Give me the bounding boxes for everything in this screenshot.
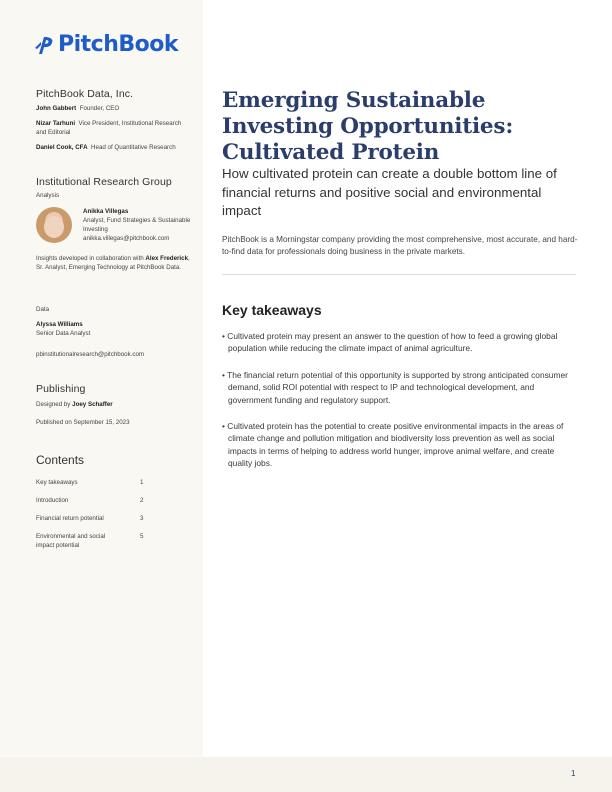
analyst-info xyxy=(83,207,191,243)
analyst-card xyxy=(36,207,191,243)
analyst-title: Analyst, Fund Strategies & Sustainable Investing xyxy=(83,217,191,233)
data-label: Data xyxy=(36,306,50,313)
toc-page: 3 xyxy=(140,515,144,522)
leader-role: Founder, CEO xyxy=(79,105,120,112)
analyst-name: Anikka Villegas xyxy=(83,208,129,215)
company-name: PitchBook Data, Inc. xyxy=(36,88,134,100)
data-analyst-name: Alyssa Williams xyxy=(36,321,83,328)
data-block xyxy=(36,305,191,359)
collaboration-note xyxy=(36,254,191,272)
toc-label: Financial return potential xyxy=(36,515,104,522)
page-number: 1 xyxy=(571,769,576,778)
leader-role: Vice President, Institutional Research and Editorial xyxy=(36,120,182,136)
intro-text: PitchBook is a Morningstar company providing the most comprehensive, most accurate, and hard-to-find data for professionals doing business in the private markets. xyxy=(222,235,578,257)
collab-prefix: Insights developed in collaboration with xyxy=(36,255,146,262)
report-title: Emerging Sustainable Investing Opportunities: Cultivated Protein xyxy=(222,88,514,165)
designer-name: Joey Schaffer xyxy=(72,401,113,408)
takeaway-item: • The financial return potential of this opportunity is supported by strong anticipated consumer demand, solid ROI potential with respect to IP and technological development, and government funding and regulatory support. xyxy=(222,369,578,406)
leader-name: Daniel Cook, CFA xyxy=(36,144,88,151)
analyst-email[interactable]: anikka.villegas@pitchbook.com xyxy=(83,235,170,242)
leader-name: John Gabbert xyxy=(36,105,77,112)
collab-suffix: , Sr. Analyst, Emerging Technology at PitchBook Data. xyxy=(36,255,190,271)
publishing-block xyxy=(36,383,191,427)
toc-page: 1 xyxy=(140,479,144,486)
research-group-block xyxy=(36,176,191,272)
key-takeaways-heading: Key takeaways xyxy=(222,302,322,318)
brand-name: PitchBook xyxy=(58,32,179,57)
pitchbook-logo-icon xyxy=(33,34,55,56)
company-block xyxy=(36,88,191,158)
published-date: Published on September 15, 2023 xyxy=(36,419,130,426)
designed-by xyxy=(36,400,191,409)
leader-role: Head of Quantitative Research xyxy=(91,144,176,151)
leader-1 xyxy=(36,104,191,113)
toc-item[interactable] xyxy=(36,496,160,505)
leader-name: Nizar Tarhuni xyxy=(36,120,76,127)
takeaway-item: • Cultivated protein has the potential to create positive environmental impacts in the areas of climate change and pollution mitigation and biodiversity loss prevention as well as social impacts in terms of helping to address world hunger, improve animal welfare, and create quality jobs. xyxy=(222,420,578,470)
divider xyxy=(222,274,576,275)
toc-page: 5 xyxy=(140,533,144,540)
key-takeaways-list xyxy=(222,330,578,484)
toc-label: Key takeaways xyxy=(36,479,78,486)
leader-3 xyxy=(36,143,191,152)
leader-2 xyxy=(36,119,191,137)
contents-heading: Contents xyxy=(36,453,85,467)
designed-prefix: Designed by xyxy=(36,401,73,408)
takeaway-item: • Cultivated protein may present an answer to the question of how to feed a growing global population while reducing the climate impact of animal agriculture. xyxy=(222,330,578,355)
data-analyst-role: Senior Data Analyst xyxy=(36,330,91,337)
publishing-heading: Publishing xyxy=(36,383,86,395)
toc-page: 2 xyxy=(140,497,144,504)
research-group-subheading: Analysis xyxy=(36,192,60,199)
institutional-research-email[interactable]: pbinstitutionalresearch@pitchbook.com xyxy=(36,351,145,358)
toc-item[interactable] xyxy=(36,514,160,523)
toc-label: Environmental and social impact potential xyxy=(36,533,106,549)
report-subtitle: How cultivated protein can create a double bottom line of financial returns and positive social and environmental impact xyxy=(222,166,557,218)
collab-name: Alex Frederick xyxy=(145,255,189,262)
contents-block xyxy=(36,453,160,559)
toc-label: Introduction xyxy=(36,497,69,504)
research-group-heading: Institutional Research Group xyxy=(36,176,172,188)
pitchbook-logo xyxy=(33,33,178,57)
avatar xyxy=(36,207,72,243)
footer-band xyxy=(0,757,612,792)
toc-item[interactable] xyxy=(36,478,160,487)
toc-item[interactable] xyxy=(36,532,160,550)
